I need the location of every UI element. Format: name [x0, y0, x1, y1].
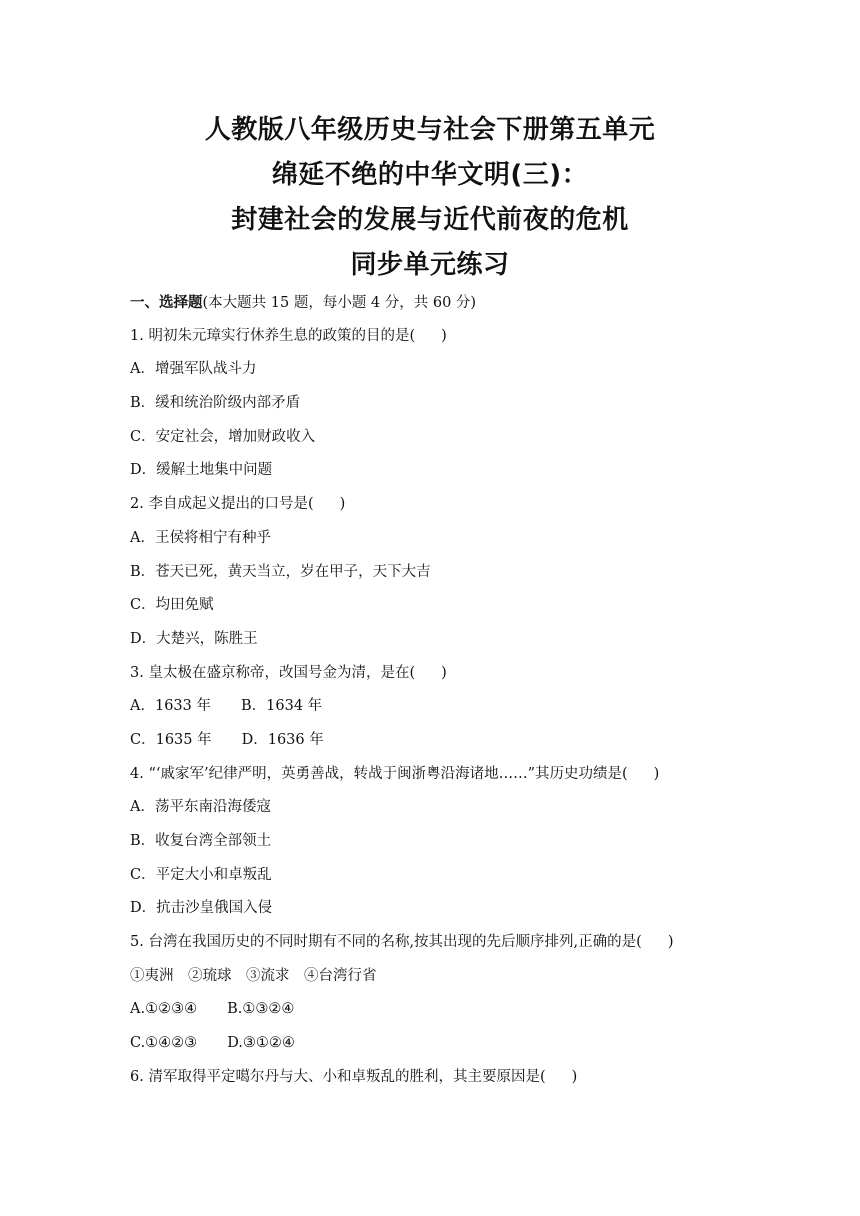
- question-5-close: ): [667, 934, 674, 951]
- question-4-option-c: C．平定大小和卓叛乱: [130, 866, 272, 883]
- question-2-close: ): [339, 496, 346, 513]
- question-2-option-c: C．均田免赋: [130, 597, 214, 614]
- question-1-stem: [130, 320, 770, 354]
- question-4-option-b: B．收复台湾全部领土: [130, 833, 272, 849]
- question-1-close: ): [441, 327, 447, 344]
- section-heading: [130, 286, 770, 320]
- document-title: [0, 108, 860, 288]
- question-2-option-d: D．大楚兴，陈胜王: [130, 630, 258, 647]
- question-3-option-a: A．1633 年: [130, 698, 211, 715]
- question-3-options-row-1: [130, 690, 770, 724]
- section-heading-lead: 一、选择题: [130, 294, 203, 311]
- question-6-text: 6. 清军取得平定噶尔丹与大、小和卓叛乱的胜利，其主要原因是(: [130, 1068, 546, 1085]
- question-2-stem: [130, 488, 770, 522]
- question-3-close: ): [441, 664, 447, 681]
- question-6-close: ): [571, 1068, 578, 1085]
- title-line-1: 人教版八年级历史与社会下册第五单元: [204, 115, 656, 145]
- question-5-items: ①夷洲 ②琉球 ③流求 ④台湾行省: [130, 967, 377, 984]
- question-3-option-b: B．1634 年: [240, 698, 323, 715]
- question-1-option-a: A．增强军队战斗力: [130, 361, 257, 378]
- question-5-option-d: D.③①②④: [227, 1035, 295, 1052]
- question-2-option-a: A．王侯将相宁有种乎: [130, 529, 271, 546]
- question-5-option-c: C.①④②③: [130, 1035, 198, 1052]
- question-4-text: 4. “‘戚家军’纪律严明，英勇善战，转战于闽浙粤沿海诸地……”其历史功绩是(: [130, 765, 628, 782]
- question-1-option-c: C．安定社会，增加财政收入: [130, 428, 316, 445]
- question-1-text: 1. 明初朱元璋实行休养生息的政策的目的是(: [130, 327, 416, 344]
- question-4-option-a: A．荡平东南沿海倭寇: [130, 799, 271, 816]
- question-5-option-b: B.①③②④: [227, 1001, 295, 1018]
- question-5-stem: [130, 926, 770, 960]
- question-5-option-a: A.①②③④: [130, 1001, 198, 1018]
- exercise-content: [130, 286, 770, 1095]
- question-4-option-d: D．抗击沙皇俄国入侵: [130, 900, 273, 917]
- section-heading-detail: (本大题共 15 题，每小题 4 分，共 60 分): [202, 295, 477, 311]
- question-6-stem: [130, 1061, 770, 1095]
- question-5-options-row-1: [130, 993, 770, 1027]
- title-line-3: 封建社会的发展与近代前夜的危机: [231, 205, 629, 235]
- question-3-option-c: C．1635 年: [130, 731, 212, 748]
- question-3-options-row-2: [130, 724, 770, 758]
- question-2-option-b: B．苍天已死，黄天当立，岁在甲子，天下大吉: [130, 563, 431, 580]
- question-3-stem: [130, 657, 770, 691]
- title-line-2: 绵延不绝的中华文明(三)：: [271, 160, 589, 190]
- question-5-options-row-2: [130, 1027, 770, 1061]
- title-line-4: 同步单元练习: [350, 250, 510, 280]
- question-1-option-d: D．缓解土地集中问题: [130, 462, 273, 479]
- question-4-stem: [130, 758, 770, 792]
- question-1-option-b: B．缓和统治阶级内部矛盾: [130, 395, 301, 412]
- question-2-text: 2. 李自成起义提出的口号是(: [130, 496, 314, 513]
- question-5-text: 5. 台湾在我国历史的不同时期有不同的名称,按其出现的先后顺序排列,正确的是(: [130, 934, 642, 951]
- question-3-text: 3. 皇太极在盛京称帝，改国号金为清，是在(: [130, 664, 416, 681]
- question-3-option-d: D．1636 年: [241, 731, 324, 748]
- question-4-close: ): [653, 765, 660, 782]
